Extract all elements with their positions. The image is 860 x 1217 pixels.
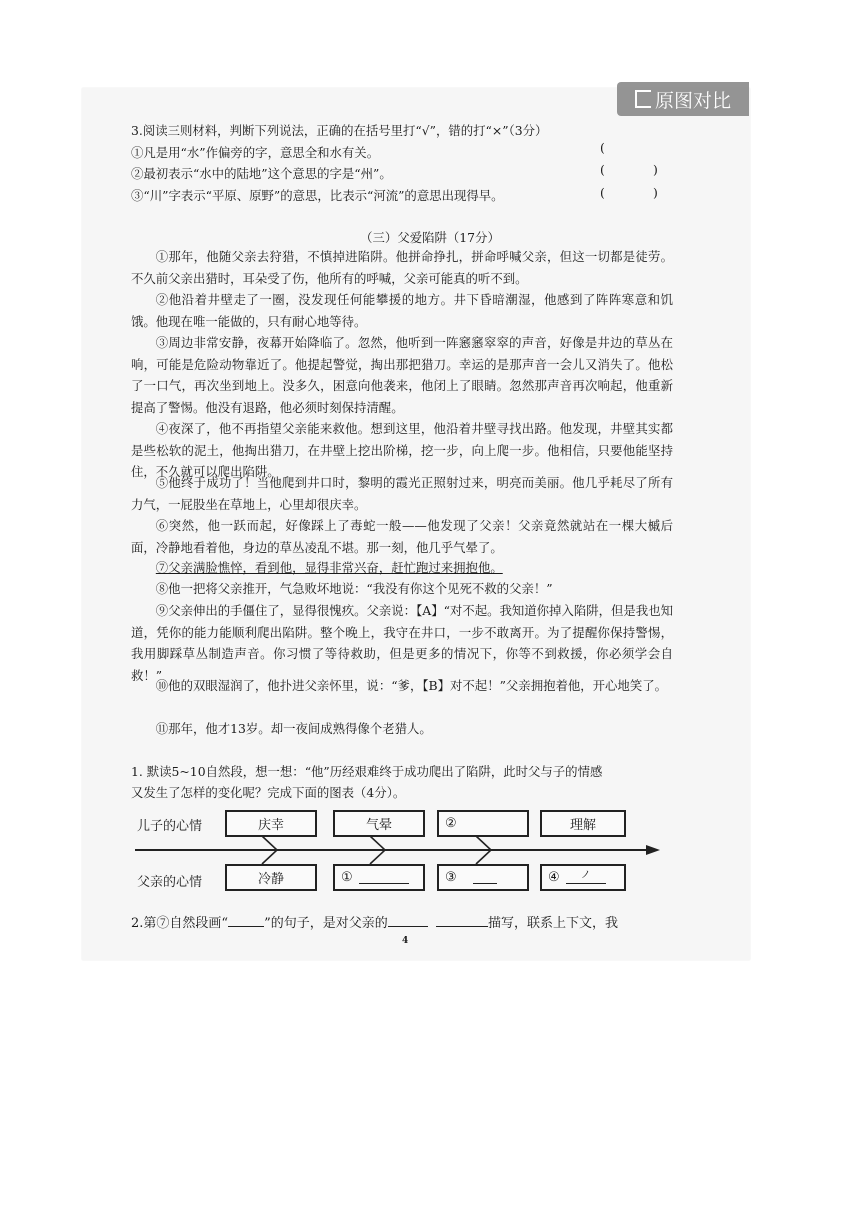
q2-line — [131, 914, 618, 932]
father-box-1 — [225, 864, 317, 891]
compare-icon — [635, 90, 651, 108]
q1-line-2: 又发生了怎样的变化呢？完成下面的图表（4分）。 — [131, 785, 406, 800]
q3-item-1: ①凡是用“水”作偏旁的字，意思全和水有关。 — [131, 145, 380, 160]
q2-blank-3[interactable] — [436, 914, 488, 927]
answer-paren-1-open[interactable]: ( — [600, 140, 605, 155]
q2-blank-1[interactable] — [228, 914, 264, 927]
q3-stem: 3.阅读三则材料，判断下列说法，正确的在括号里打“√”，错的打“×”（3分） — [131, 123, 548, 138]
father-box-4-blank[interactable]: ノ — [566, 871, 606, 884]
q3-item-2: ②最初表示“水中的陆地”这个意思的字是“州”。 — [131, 166, 392, 181]
compare-original-button[interactable] — [617, 82, 749, 116]
q2-text-b: ”的句子，是对父亲的 — [264, 916, 388, 931]
son-mood-label: 儿子的心情 — [137, 819, 203, 834]
paragraph-4: ④夜深了，他不再指望父亲能来救他。想到这里，他沿着井壁寻找出路。他发现，井壁其实都是些松软的泥土，他掏出猎刀，在井壁上挖出阶梯，挖一步，向上爬一步。他相信，只要他能坚持住，不久就可以爬出陷阱。 — [131, 421, 673, 479]
q2-text-a: 2.第⑦自然段画“ — [131, 916, 229, 931]
father-box-3-text: ③ — [445, 870, 457, 885]
paragraph-10: ⑩他的双眼湿润了，他扑进父亲怀里，说：“爹，【B】对不起！”父亲拥抱着他，开心地笑了。 — [155, 678, 667, 693]
father-box-4-text: ④ — [548, 870, 560, 885]
father-box-3-blank[interactable] — [473, 871, 497, 884]
paragraph-7-underlined: ⑦父亲满脸憔悴，看到他，显得非常兴奋，赶忙跑过来拥抱他。 — [155, 560, 503, 575]
paragraph-11: ⑪那年，他才13岁。却一夜间成熟得像个老猎人。 — [155, 721, 432, 736]
paragraph-6: ⑥突然，他一跃而起，好像踩上了毒蛇一般——他发现了父亲！父亲竟然就站在一棵大槭后面，冷静地看着他，身边的草丛凌乱不堪。那一刻，他几乎气晕了。 — [131, 518, 673, 555]
paragraph-1: ①那年，他随父亲去狩猎，不慎掉进陷阱。他拼命挣扎，拼命呼喊父亲，但这一切都是徒劳。不久前父亲出猎时，耳朵受了伤，他所有的呼喊，父亲可能真的听不到。 — [131, 249, 673, 286]
compare-label: 原图对比 — [654, 89, 731, 112]
son-box-2 — [333, 810, 425, 837]
answer-paren-3-open[interactable]: ( — [600, 185, 605, 200]
section-title: （三）父爱陷阱（17分） — [360, 230, 500, 245]
q2-text-c: 描写，联系上下文，我 — [487, 916, 618, 931]
son-box-4-text: 理解 — [569, 818, 596, 833]
son-box-3-answer[interactable] — [437, 810, 529, 837]
son-box-3-text: ② — [445, 816, 457, 831]
father-box-1-text: 冷静 — [257, 872, 284, 887]
q1-line-1: 1. 默读5~10自然段，想一想：“他”历经艰难终于成功爬出了陷阱，此时父与子的情感 — [131, 764, 603, 779]
answer-paren-2-close: ) — [653, 162, 658, 177]
paragraph-9: ⑨父亲伸出的手僵住了，显得很愧疚。父亲说：【A】“对不起。我知道你掉入陷阱，但是我也知道，凭你的能力能顺利爬出陷阱。整个晚上，我守在井口，一步不敢离开。为了提醒你保持警惕，我用脚踩草丛制造声音。你习惯了等待救助，但是更多的情况下，你等不到救援，你必须学会自救！” — [131, 603, 673, 683]
father-box-4-answer[interactable] — [540, 864, 626, 891]
son-box-1-text: 庆幸 — [257, 818, 284, 833]
father-mood-label: 父亲的心情 — [137, 875, 203, 890]
father-box-3-answer[interactable] — [437, 864, 529, 891]
paragraph-3: ③周边非常安静，夜幕开始降临了。忽然，他听到一阵窸窸窣窣的声音，好像是井边的草丛在响，可能是危险动物靠近了。他提起警觉，掏出那把猎刀。幸运的是那声音一会儿又消失了。他松了一口气，再次坐到地上。没多久，困意向他袭来，他闭上了眼睛。忽然那声音再次响起，他重新提高了警惕。他没有退路，他必须时刻保持清醒。 — [131, 335, 673, 415]
father-box-2-answer[interactable] — [333, 864, 425, 891]
paragraph-8: ⑧他一把将父亲推开，气急败坏地说：“我没有你这个见死不救的父亲！” — [155, 581, 553, 596]
son-box-2-text: 气晕 — [365, 818, 392, 833]
answer-paren-2-open[interactable]: ( — [600, 162, 605, 177]
paragraph-5: ⑤他终于成功了！当他爬到井口时，黎明的霞光正照射过来，明亮而美丽。他几乎耗尽了所有力气，一屁股坐在草地上，心里却很庆幸。 — [131, 475, 673, 512]
father-box-2-text: ① — [341, 870, 353, 885]
q3-item-3: ③“川”字表示“平原、原野”的意思，比表示“河流”的意思出现得早。 — [131, 188, 504, 203]
page-number: 4 — [402, 936, 409, 946]
answer-paren-3-close: ) — [653, 185, 658, 200]
q2-blank-2[interactable] — [388, 914, 428, 927]
son-box-4 — [540, 810, 626, 837]
father-box-2-blank[interactable] — [359, 871, 409, 884]
paragraph-2: ②他沿着井壁走了一圈，没发现任何能攀援的地方。井下昏暗潮湿，他感到了阵阵寒意和饥饿。他现在唯一能做的，只有耐心地等待。 — [131, 292, 673, 329]
son-box-1 — [225, 810, 317, 837]
